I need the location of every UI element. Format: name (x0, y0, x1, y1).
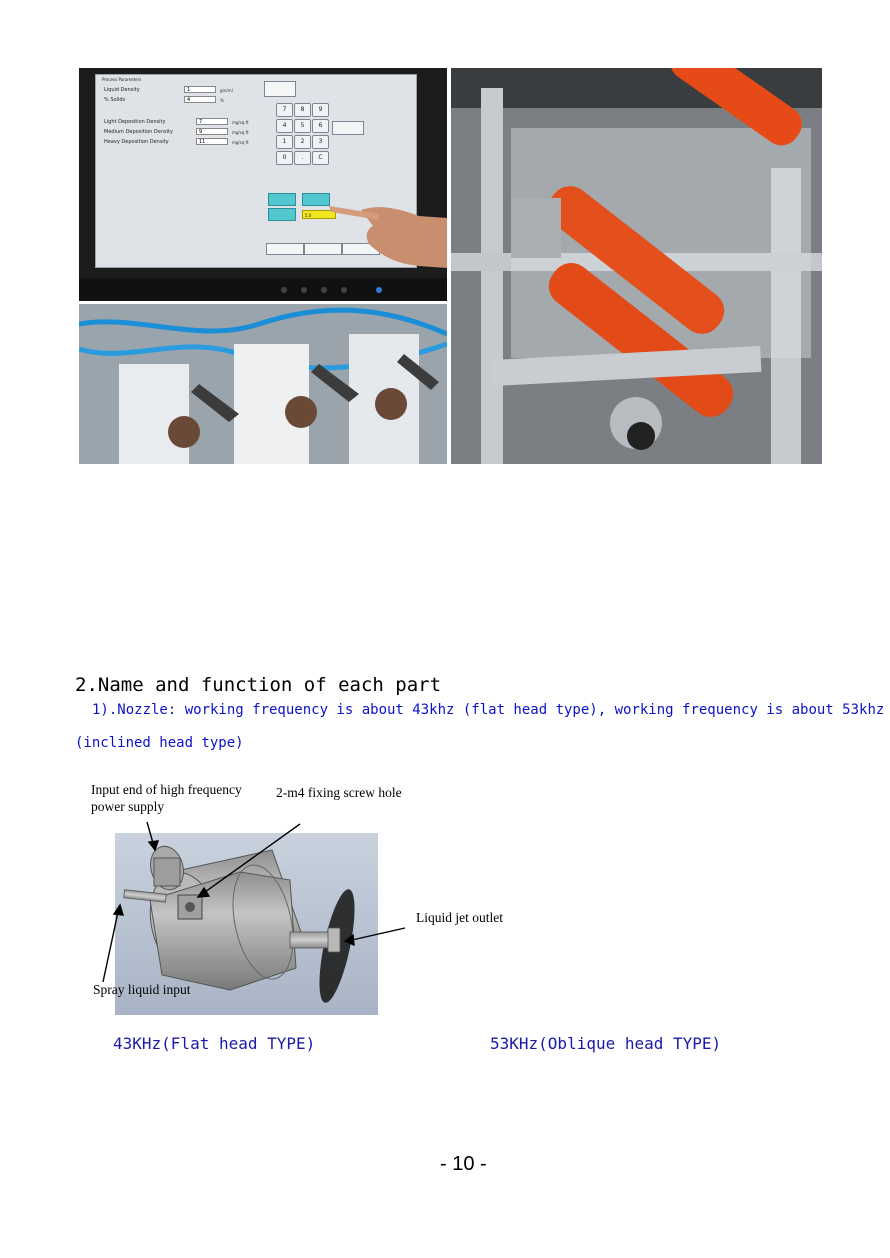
callout-liquid-outlet: Liquid jet outlet (416, 910, 503, 925)
field-value: 1 (184, 86, 216, 93)
caption-oblique-head: 53KHz(Oblique head TYPE) (490, 1034, 722, 1053)
keypad-key: 3 (312, 135, 329, 149)
field-value: 11 (196, 138, 228, 145)
field-label: Medium Deposition Density (104, 129, 173, 135)
field-unit: gm/ml (220, 88, 233, 93)
keypad-key: 7 (276, 103, 293, 117)
keypad-key: 2 (294, 135, 311, 149)
keypad-key: . (294, 151, 311, 165)
callout-spray-input: Spray liquid input (93, 982, 191, 997)
keypad-key: 9 (312, 103, 329, 117)
keypad-key: C (312, 151, 329, 165)
field-label: Heavy Deposition Density (104, 139, 169, 145)
field-label: % Solids (104, 97, 126, 103)
caption-flat-head: 43KHz(Flat head TYPE) (113, 1034, 316, 1053)
nozzle-description-line-1: 1).Nozzle: working frequency is about 43khz (flat head type), working frequency is about 53khz (92, 702, 885, 718)
callout-screw-hole: 2-m4 fixing screw hole (276, 785, 402, 800)
field-label: Light Deposition Density (104, 119, 166, 125)
callout-power-input-line-2: power supply (91, 799, 165, 814)
field-unit: mg/sq ft (232, 130, 249, 135)
keypad-key: 8 (294, 103, 311, 117)
screen-title: Process Parameters (102, 77, 142, 82)
field-value: 7 (196, 118, 228, 125)
callout-power-input: Input end of high frequency (91, 782, 242, 797)
field-unit: mg/sq ft (232, 120, 249, 125)
keypad-key: 5 (294, 119, 311, 133)
field-label: Liquid Density (104, 87, 140, 93)
field-unit: % (220, 98, 224, 103)
keypad-key: 4 (276, 119, 293, 133)
field-value: 4 (184, 96, 216, 103)
nozzle-description-line-2: (inclined head type) (75, 735, 244, 751)
field-value: 9 (196, 128, 228, 135)
section-heading: 2.Name and function of each part (75, 674, 442, 696)
field-unit: mg/sq ft (232, 140, 249, 145)
keypad-key: 1 (276, 135, 293, 149)
keypad-key: 6 (312, 119, 329, 133)
screen-yellow-field: 5.0 (302, 210, 336, 219)
keypad-key: 0 (276, 151, 293, 165)
page-number: - 10 - (440, 1153, 487, 1175)
